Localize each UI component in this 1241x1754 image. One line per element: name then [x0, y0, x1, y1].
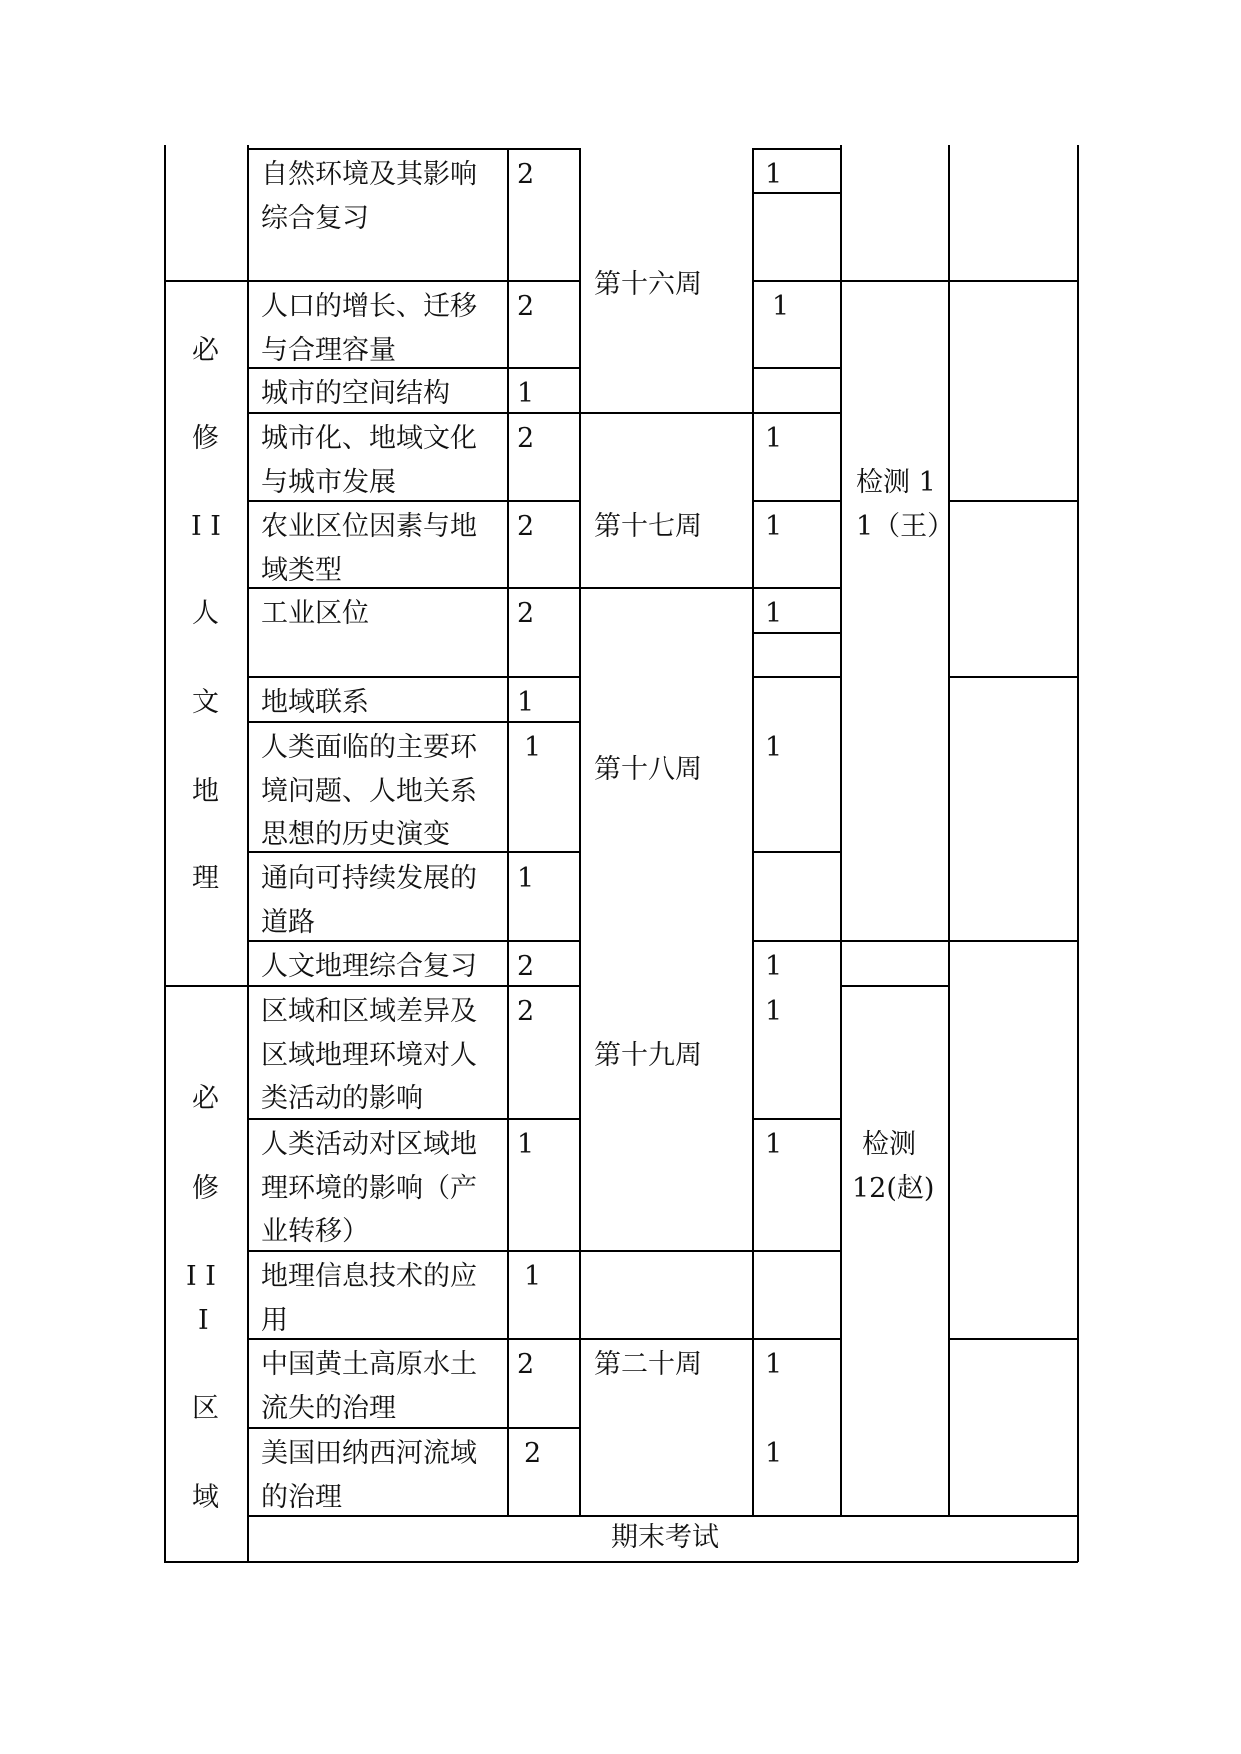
test-11-line1: 检测 1	[856, 467, 936, 498]
table-border-bottom	[164, 1561, 1078, 1563]
week-16: 第十六周	[594, 269, 702, 300]
topic-r8-line3: 思想的历史演变	[261, 819, 450, 850]
module-3-char1: 必	[192, 1083, 219, 1114]
row-line-top-sub	[752, 148, 840, 150]
test-11-line2: 1（王）	[856, 511, 955, 542]
row-line-1118-sub	[752, 1118, 840, 1120]
test-12-line1: 检测	[862, 1129, 916, 1160]
hours-r6: 2	[517, 598, 535, 629]
hours-r15: 2	[524, 1438, 542, 1469]
table-border-left-mid	[164, 280, 166, 985]
row-line-280-right	[752, 280, 1078, 282]
module-3-char3: I I	[186, 1261, 216, 1292]
sub-r8: 1	[765, 732, 783, 763]
row-line-940-right	[752, 940, 1078, 942]
hours-r14: 2	[517, 1349, 535, 1380]
topic-r4-line2: 与城市发展	[261, 467, 396, 498]
week-19: 第十九周	[594, 1040, 702, 1071]
table-border-left-upper	[164, 145, 166, 280]
col-line-module	[247, 145, 249, 1562]
table-border-left	[164, 985, 166, 1562]
topic-r14-line1: 中国黄土高原水土	[261, 1349, 477, 1380]
topic-r2-line1: 人口的增长、迁移	[261, 291, 477, 322]
sub-r11: 1	[765, 996, 783, 1027]
hours-r13: 1	[524, 1261, 542, 1292]
row-line-851-sub	[752, 851, 840, 853]
sub-r2: 1	[772, 291, 790, 322]
module-2-char1: 必	[192, 335, 219, 366]
topic-r6-line1: 工业区位	[261, 598, 369, 629]
row-line-1338-mid	[579, 1338, 752, 1340]
hours-r5: 2	[517, 511, 535, 542]
col-line-topic	[507, 148, 509, 1515]
sub-r6: 1	[765, 598, 783, 629]
table-border-right	[1077, 145, 1079, 1562]
hours-r4: 2	[517, 423, 535, 454]
row-line-676	[247, 676, 580, 678]
module-3-char2: 修	[192, 1173, 219, 1204]
topic-r12-line3: 业转移）	[261, 1216, 369, 1247]
topic-r8-line2: 境问题、人地关系	[261, 776, 477, 807]
module-2-char6: 地	[192, 776, 219, 807]
row-line-1338	[247, 1338, 580, 1340]
sub-r14: 1	[765, 1349, 783, 1380]
row-line-367-sub	[752, 367, 840, 369]
module-2-char5: 文	[192, 687, 219, 718]
row-line-985-test	[840, 985, 948, 987]
module-3-char5: 区	[192, 1393, 219, 1424]
topic-r4-line1: 城市化、地域文化	[261, 423, 477, 454]
week-17: 第十七周	[594, 511, 702, 542]
topic-r15-line2: 的治理	[261, 1482, 342, 1513]
module-2-char4: 人	[192, 598, 219, 629]
row-line-676-right	[948, 676, 1078, 678]
hours-r9: 1	[517, 863, 535, 894]
topic-r11-line3: 类活动的影响	[261, 1083, 423, 1114]
week-18: 第十八周	[594, 754, 702, 785]
topic-r12-line2: 理环境的影响（产	[261, 1173, 477, 1204]
topic-r12-line1: 人类活动对区域地	[261, 1129, 477, 1160]
topic-r14-line2: 流失的治理	[261, 1393, 396, 1424]
topic-r9-line1: 通向可持续发展的	[261, 863, 477, 894]
topic-r8-line1: 人类面临的主要环	[261, 732, 477, 763]
module-2-char7: 理	[192, 863, 219, 894]
row-line-1338-sub	[752, 1338, 840, 1340]
module-3-char6: 域	[192, 1482, 219, 1513]
col-line-hours	[579, 148, 581, 1515]
topic-r5-line2: 域类型	[261, 555, 342, 586]
hours-r1: 2	[517, 159, 535, 190]
hours-r7: 1	[517, 687, 535, 718]
topic-r13-line1: 地理信息技术的应	[261, 1261, 477, 1292]
week-20: 第二十周	[594, 1349, 702, 1380]
sub-r15: 1	[765, 1438, 783, 1469]
sub-r5: 1	[765, 511, 783, 542]
module-3-char4: I	[198, 1305, 209, 1336]
col-line-week	[752, 148, 754, 1515]
sub-r4: 1	[765, 423, 783, 454]
row-line-top	[247, 148, 580, 150]
hours-r11: 2	[517, 996, 535, 1027]
topic-r3-line1: 城市的空间结构	[261, 378, 450, 409]
topic-r2-line2: 与合理容量	[261, 335, 396, 366]
topic-r15-line1: 美国田纳西河流域	[261, 1438, 477, 1469]
final-exam-label: 期末考试	[611, 1522, 719, 1553]
hours-r12: 1	[517, 1129, 535, 1160]
col-line-test	[948, 145, 950, 1515]
topic-r13-line2: 用	[261, 1305, 288, 1336]
row-line-500-right	[948, 500, 1078, 502]
row-line-1338-right	[948, 1338, 1078, 1340]
sub-r10: 1	[765, 951, 783, 982]
row-line-500-sub	[752, 500, 840, 502]
test-12-line2: 12(赵)	[852, 1173, 935, 1204]
topic-r1-line2: 综合复习	[261, 203, 369, 234]
module-2-char2: 修	[192, 423, 219, 454]
topic-r7-line1: 地域联系	[261, 687, 369, 718]
hours-r8: 1	[524, 732, 542, 763]
topic-r10-line1: 人文地理综合复习	[261, 951, 477, 982]
topic-r1-line1: 自然环境及其影响	[261, 159, 477, 190]
topic-r11-line2: 区域地理环境对人	[261, 1040, 477, 1071]
col-line-sub	[840, 145, 842, 1515]
sub-r12: 1	[765, 1129, 783, 1160]
hours-r10: 2	[517, 951, 535, 982]
row-line-676-sub	[752, 676, 840, 678]
topic-r5-line1: 农业区位因素与地	[261, 511, 477, 542]
hours-r3: 1	[517, 378, 535, 409]
topic-r11-line1: 区域和区域差异及	[261, 996, 477, 1027]
hours-r2: 2	[517, 291, 535, 322]
topic-r9-line2: 道路	[261, 907, 315, 938]
sub-r1: 1	[765, 159, 783, 190]
module-2-char3: I I	[191, 511, 221, 542]
row-line-280	[164, 280, 580, 282]
